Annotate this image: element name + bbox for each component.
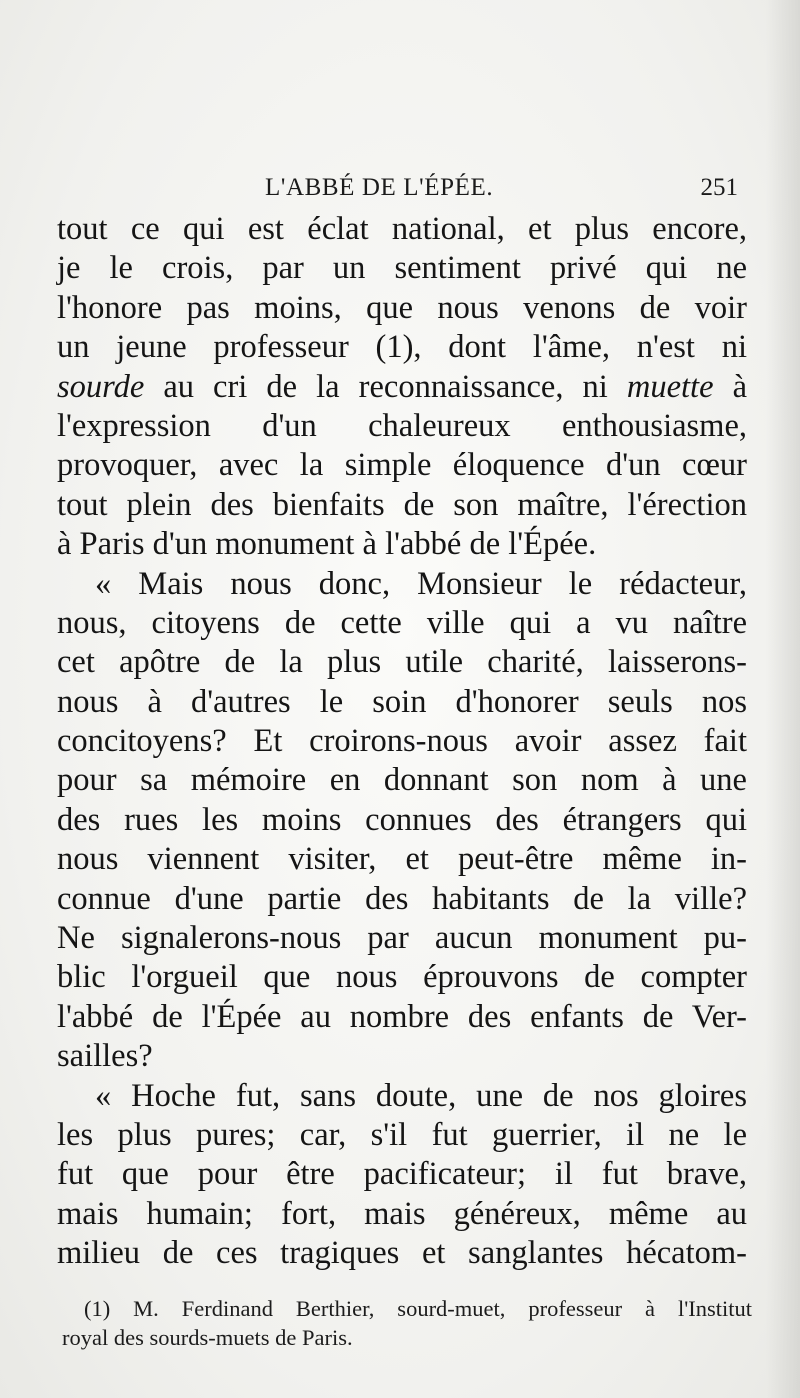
text-line: les plus pures; car, s'il fut guerrier, il ne le [57, 1116, 747, 1153]
text-line: Ne signalerons-nous par aucun monument pu- [57, 920, 747, 957]
italic-word-muette: muette [626, 368, 714, 405]
footnote [62, 1294, 752, 1352]
text-line: un jeune professeur (1), dont l'âme, n'est ni [57, 329, 747, 366]
text-line: je le crois, par un sentiment privé qui ne [57, 250, 747, 287]
text-line: nous viennent visiter, et peut-être même in- [57, 841, 747, 878]
page-header [60, 170, 740, 206]
italic-word-sourde: sourde [57, 368, 145, 405]
running-head: L'ABBÉ DE L'ÉPÉE. [265, 174, 494, 201]
text-line: l'abbé de l'Épée au nombre des enfants de Ver- [57, 998, 747, 1035]
paragraph-start-line: « Hoche fut, sans doute, une de nos gloires [95, 1077, 747, 1114]
text-line: nous à d'autres le soin d'honorer seuls nos [57, 683, 747, 720]
paragraph-start-line: « Mais nous donc, Monsieur le rédacteur, [95, 565, 747, 602]
text-line: l'expression d'un chaleureux enthousiasme, [57, 407, 747, 444]
text-line: sailles? [57, 1038, 153, 1075]
text-segment: à [713, 368, 747, 405]
text-segment: au cri de la reconnaissance, ni [144, 368, 627, 405]
text-line: nous, citoyens de cette ville qui a vu naître [57, 604, 747, 641]
text-line: pour sa mémoire en donnant son nom à une [57, 762, 747, 799]
footnote-line: (1) M. Ferdinand Berthier, sourd-muet, professeur à l'Institut [84, 1296, 752, 1321]
text-line: à Paris d'un monument à l'abbé de l'Épée. [57, 526, 597, 563]
text-line: tout ce qui est éclat national, et plus encore, [57, 211, 747, 247]
text-line: l'honore pas moins, que nous venons de voir [57, 289, 747, 326]
text-line-with-italics [57, 368, 747, 407]
text-line: provoquer, avec la simple éloquence d'un cœur [57, 447, 747, 484]
text-line: blic l'orgueil que nous éprouvons de compter [57, 959, 747, 996]
text-line: mais humain; fort, mais généreux, même au [57, 1195, 747, 1232]
page-number: 251 [700, 174, 738, 201]
page-edge-shadow [766, 0, 800, 1398]
text-line: cet apôtre de la plus utile charité, laisserons- [57, 644, 747, 681]
text-line: des rues les moins connues des étrangers qui [57, 801, 747, 838]
text-line: tout plein des bienfaits de son maître, l'érection [57, 486, 747, 523]
text-line: connue d'une partie des habitants de la ville? [57, 880, 747, 917]
footnote-line: royal des sourds-muets de Paris. [62, 1325, 353, 1350]
body-text [57, 210, 747, 1274]
text-line: concitoyens? Et croirons-nous avoir assez fait [57, 723, 747, 760]
text-line: milieu de ces tragiques et sanglantes hécatom- [57, 1235, 747, 1272]
text-line: fut que pour être pacificateur; il fut brave, [57, 1156, 747, 1193]
